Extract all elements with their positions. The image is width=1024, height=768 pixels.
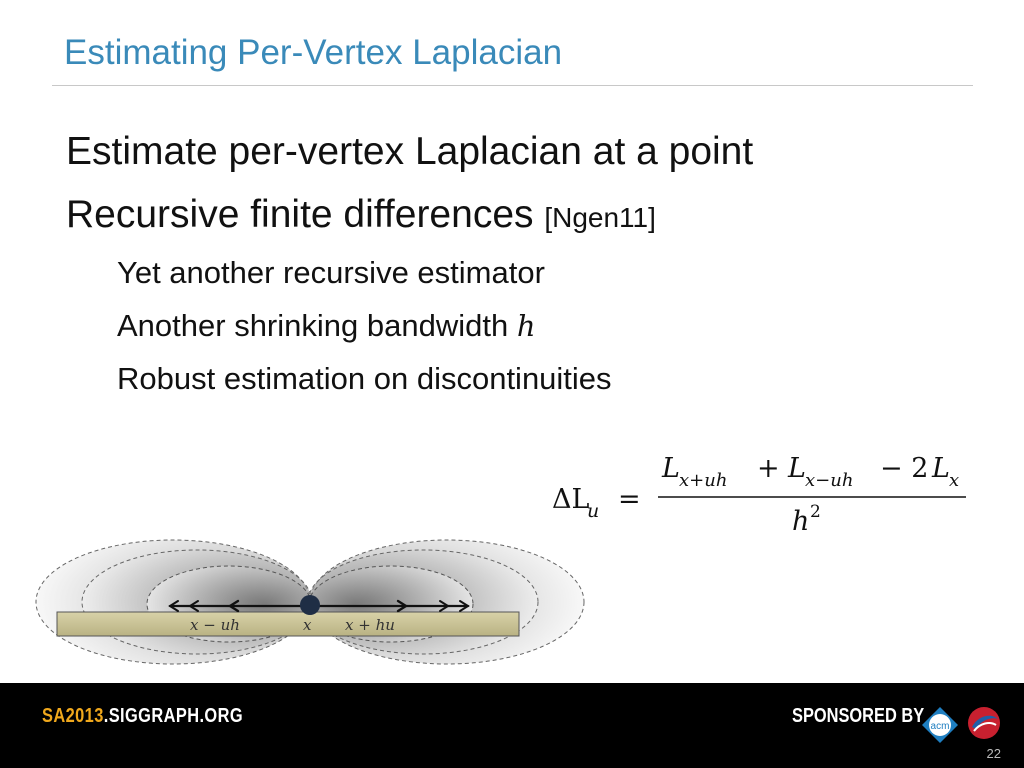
sub-bullet-1: Yet another recursive estimator (117, 255, 545, 290)
title-rule (52, 85, 973, 86)
footer-site-suffix: .SIGGRAPH.ORG (103, 705, 244, 727)
slide-title: Estimating Per-Vertex Laplacian (64, 33, 563, 72)
bullet-2-text: Recursive finite differences (66, 193, 545, 236)
formula-lhs: ΔL (552, 484, 590, 515)
label-x-minus-uh: x − uh (190, 616, 240, 634)
footer-site[interactable] (42, 705, 243, 728)
numerator-L3: L (932, 453, 950, 484)
bullet-list (66, 120, 753, 405)
numerator-L3-sub: x (949, 470, 960, 491)
numerator-plus: + (757, 453, 780, 484)
denominator-h: h (792, 506, 810, 537)
sub-bullet-3: Robust estimation on discontinuities (117, 361, 612, 396)
label-x-plus-hu: x + hu (345, 616, 395, 634)
bullet-1: Estimate per-vertex Laplacian at a point (66, 130, 754, 173)
sub-bullet-2 (66, 299, 753, 352)
label-x: x (303, 616, 312, 634)
bandwidth-symbol: h (516, 309, 536, 343)
acm-logo-icon (921, 706, 959, 744)
numerator-L2-sub: x−uh (805, 470, 854, 491)
page-number: 22 (986, 746, 1001, 761)
bullet-2 (66, 183, 753, 246)
formula-equals: = (618, 484, 641, 515)
sub-bullet-2-text: Another shrinking bandwidth (117, 308, 517, 343)
denominator-exp: 2 (810, 502, 821, 522)
footer-bar (0, 683, 1024, 768)
bandwidth-figure (32, 538, 590, 678)
siggraph-logo-icon (966, 705, 1002, 741)
center-point (300, 595, 320, 615)
numerator-L2: L (788, 453, 806, 484)
numerator-L1-sub: x+uh (679, 470, 728, 491)
surface-bar (57, 612, 519, 636)
sponsored-by-label: SPONSORED BY (792, 705, 925, 727)
footer-site-prefix: SA2013 (42, 705, 104, 727)
formula-lhs-sub: u (587, 500, 600, 522)
laplacian-formula (552, 450, 972, 545)
svg-text:acm: acm (930, 721, 950, 732)
bullet-2-citation: [Ngen11] (544, 202, 656, 233)
numerator-L1: L (662, 453, 680, 484)
numerator-minus: − 2 (880, 453, 929, 484)
